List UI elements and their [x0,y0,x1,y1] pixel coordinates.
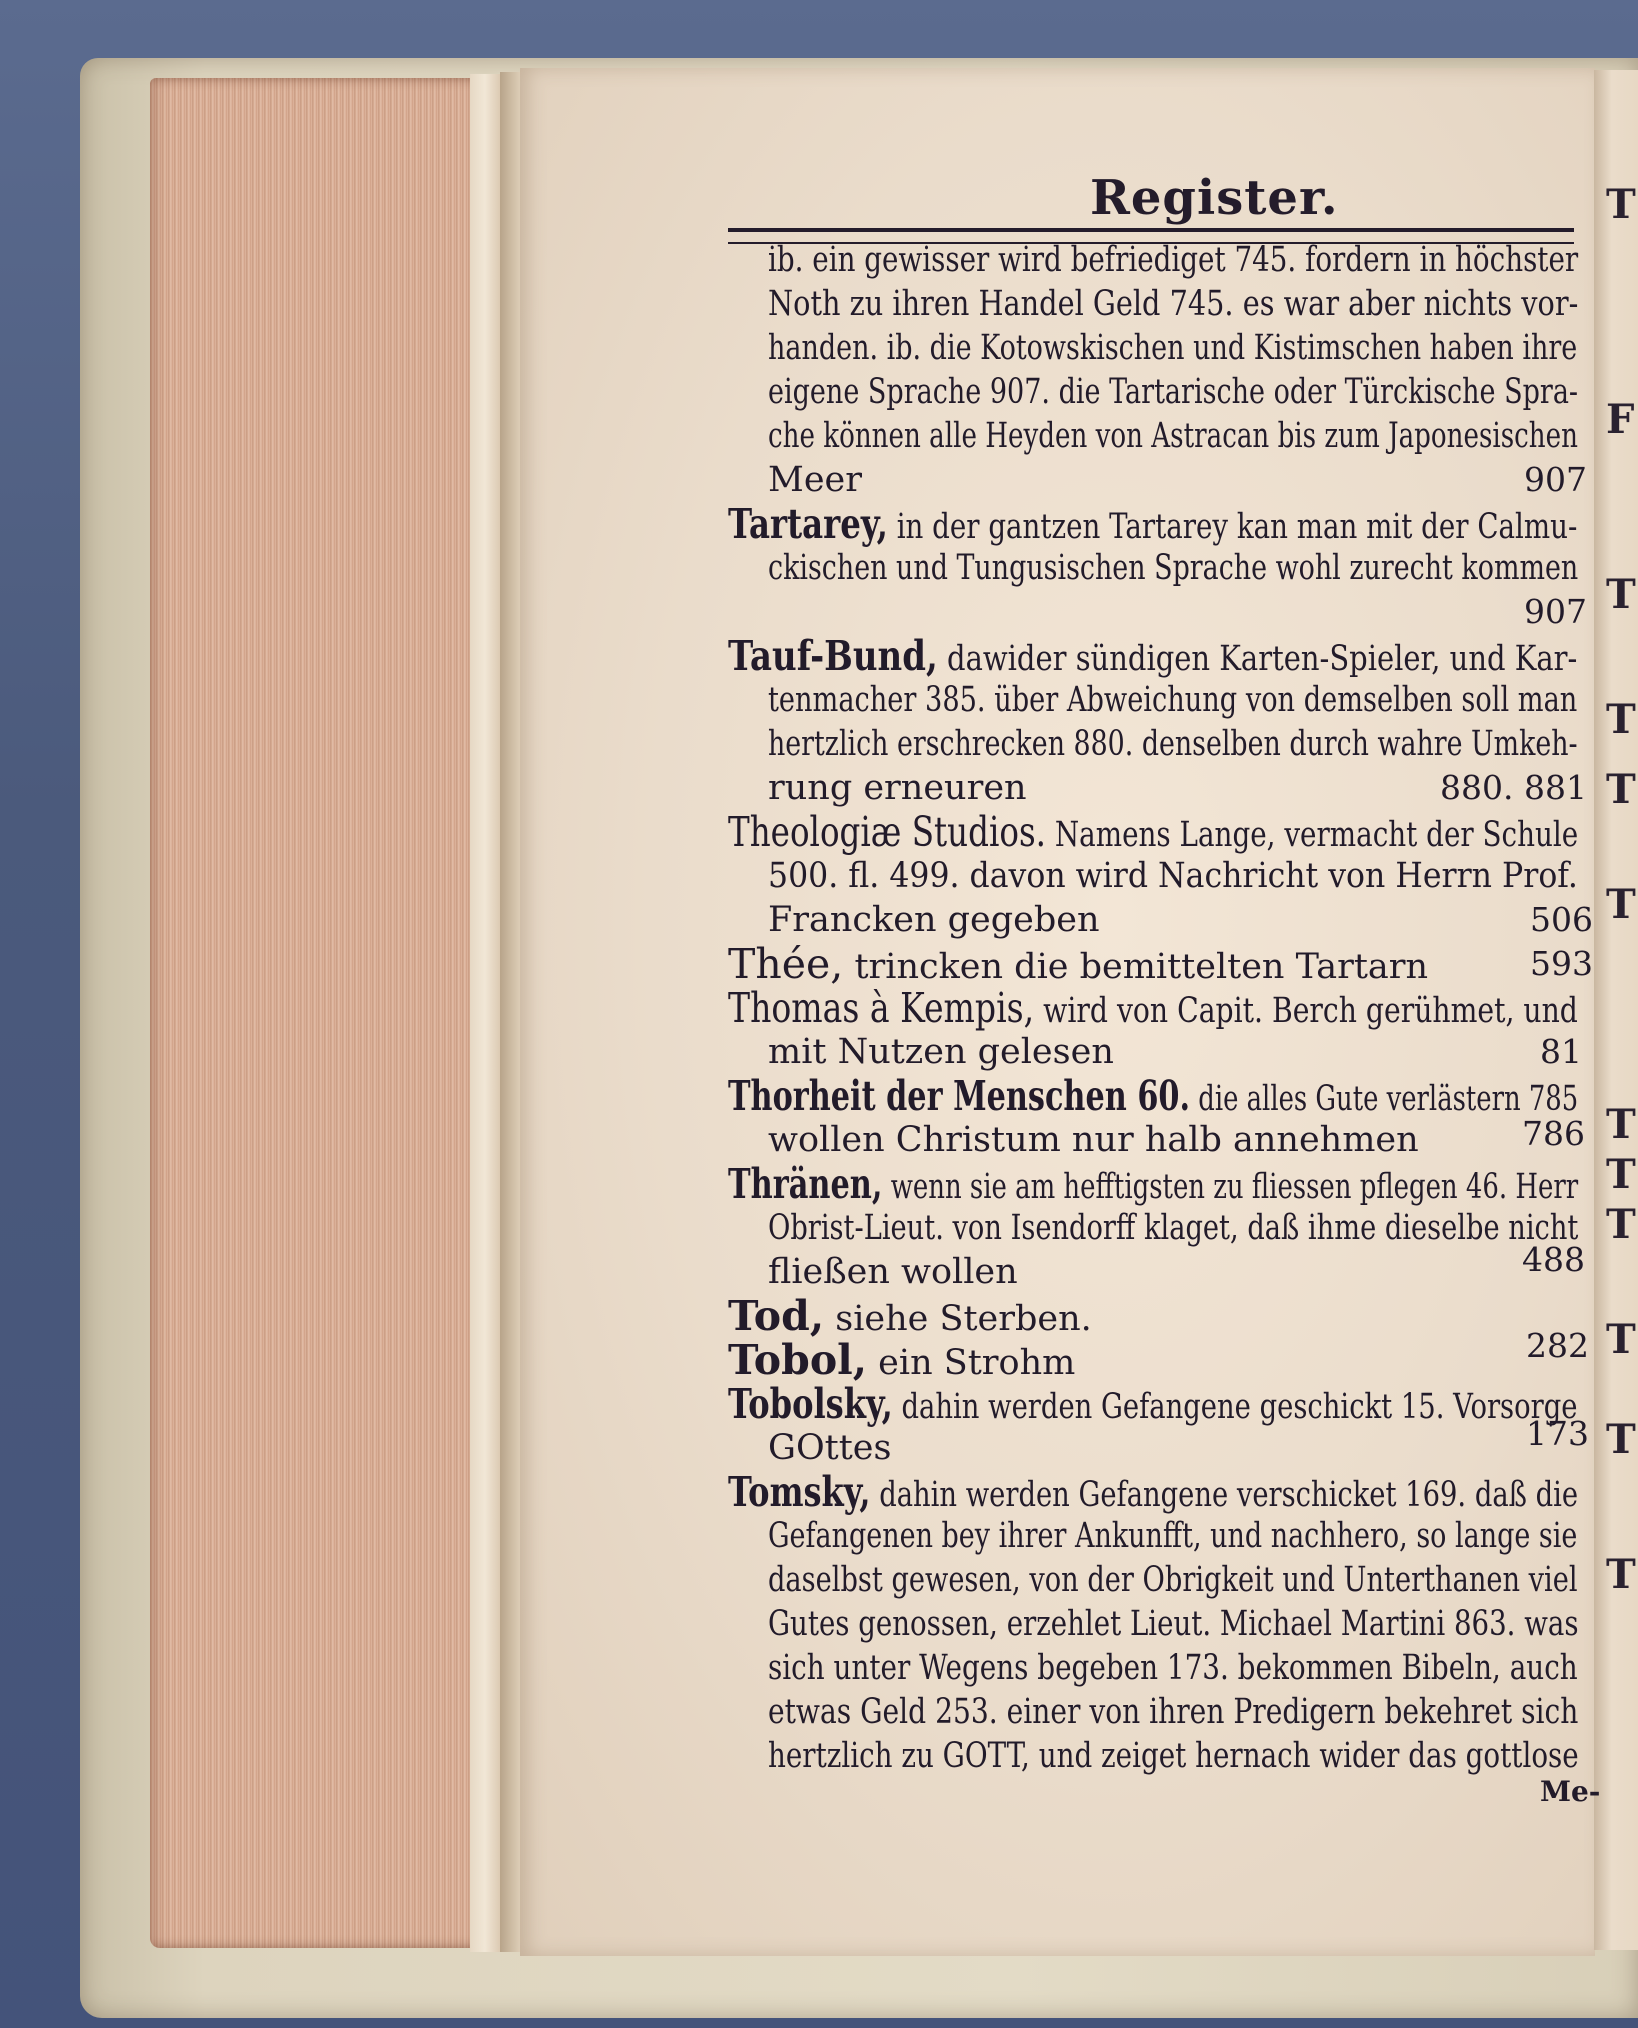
entry-line: GOttes [768,1428,892,1468]
index-entry [728,502,1577,546]
entry-text: siehe Sterben. [835,1299,1092,1339]
entry-line: wollen Christum nur halb annehmen [768,1120,1419,1160]
entry-text: die alles Gute verlästern 785 [1198,1079,1579,1119]
page-reference: 282 [1526,1326,1589,1365]
entry-line: sich unter Wegens begeben 173. bekommen Bibeln, auch [768,1648,1578,1688]
index-entry [728,1382,1577,1426]
page-reference: 907 [1524,460,1587,499]
page-reference: 907 [1524,592,1587,631]
facing-initial: F [1606,396,1635,443]
entry-line: Francken gegeben [768,900,1100,940]
facing-initial: T [1606,696,1636,743]
entry-keyword: Tartarey, [728,500,888,548]
facing-initial: T [1606,1151,1636,1198]
entry-text: dawider sündigen Karten-Spieler, und Kar- [947,639,1578,679]
page-reference: 880. 881 [1440,768,1587,807]
page-reference: 786 [1522,1114,1585,1153]
facing-initial: T [1606,1201,1636,1248]
entry-line: Obrist-Lieut. von Isendorff klaget, daß ihme dieselbe nicht [768,1208,1579,1248]
facing-initial: T [1606,1416,1636,1463]
facing-initial: T [1606,181,1636,228]
entry-text: ein Strohm [878,1343,1076,1383]
entry-line: che können alle Heyden von Astracan bis zum Japonesischen [768,416,1578,456]
index-entry [728,1470,1578,1514]
entry-text: dahin werden Gefangene geschickt 15. Vorsorge [901,1387,1578,1427]
entry-line: hertzlich zu GOTT, und zeiget hernach wider das gottlose [768,1736,1579,1776]
index-entry [728,942,1428,986]
page-title: Register. [1090,170,1339,226]
page-reference: 593 [1530,944,1593,983]
index-entry [728,810,1578,854]
entry-line: mit Nutzen gelesen [768,1032,1114,1072]
entry-text: wird von Capit. Berch gerühmet, und [1043,991,1578,1031]
facing-initial: T [1606,1101,1636,1148]
page-reference: 81 [1540,1032,1582,1071]
index-entry [728,634,1577,678]
entry-line: tenmacher 385. über Abweichung von demselben soll man [768,680,1578,720]
entry-line: ckischen und Tungusischen Sprache wohl zurecht kommen [768,548,1579,588]
entry-line: 500. fl. 499. davon wird Nachricht von Herrn Prof. [768,856,1578,896]
index-entry [728,1074,1578,1118]
entry-keyword: Tobolsky, [728,1380,893,1428]
entry-keyword: Theologiæ Studios. [728,808,1047,856]
facing-initial: T [1606,881,1636,928]
entry-keyword: Tomsky, [728,1468,871,1516]
entry-line: hertzlich erschrecken 880. denselben durch wahre Umkeh- [768,724,1578,764]
entry-keyword: Tauf-Bund, [728,632,938,680]
entry-keyword: Tod, [728,1292,825,1340]
page-reference: 173 [1526,1414,1589,1453]
facing-initial: T [1606,571,1636,618]
index-entry [728,1162,1578,1206]
page-reference: 506 [1530,900,1593,939]
entry-line: eigene Sprache 907. die Tartarische oder Türckische Spra- [768,372,1579,412]
index-entry [728,1338,1075,1382]
entry-line: etwas Geld 253. einer von ihren Predigern bekehret sich [768,1692,1579,1732]
entry-text: wenn sie am hefftigsten zu fliessen pflegen 46. Herr [890,1167,1579,1207]
entry-line: Gutes genossen, erzehlet Lieut. Michael Martini 863. was [768,1604,1579,1644]
entry-keyword: Thée, [728,940,844,988]
entry-line: daselbst gewesen, von der Obrigkeit und Unterthanen viel [768,1560,1578,1600]
entry-line: Gefangenen bey ihrer Ankunfft, und nachhero, so lange sie [768,1516,1578,1556]
catchword: Me- [1540,1775,1601,1808]
entry-line: handen. ib. die Kotowskischen und Kistimschen haben ihre [768,328,1578,368]
entry-text: dahin werden Gefangene verschicket 169. daß die [879,1475,1579,1515]
entry-line: Noth zu ihren Handel Geld 745. es war aber nichts vor- [768,284,1579,324]
entry-line: ib. ein gewisser wird befriediget 745. fordern in höchster [768,240,1579,280]
page-reference: 488 [1522,1240,1585,1279]
facing-initial: T [1606,1316,1636,1363]
entry-line: fließen wollen [768,1252,1018,1292]
entry-text: trincken die bemittelten Tartarn [854,947,1429,987]
facing-initial: T [1606,766,1636,813]
index-entry [728,986,1578,1030]
facing-initial: T [1606,1551,1636,1598]
entry-text: in der gantzen Tartarey kan man mit der Calmu- [896,507,1578,547]
entry-keyword: Thorheit der Menschen 60. [728,1072,1191,1120]
entry-line: Meer [768,460,862,500]
entry-keyword: Tobol, [728,1336,868,1384]
index-entry [728,1294,1092,1338]
entry-keyword: Thomas à Kempis, [728,984,1035,1032]
entry-line: rung erneuren [768,768,1027,808]
entry-keyword: Thränen, [728,1160,883,1208]
entry-text: Namens Lange, vermacht der Schule [1054,815,1579,855]
